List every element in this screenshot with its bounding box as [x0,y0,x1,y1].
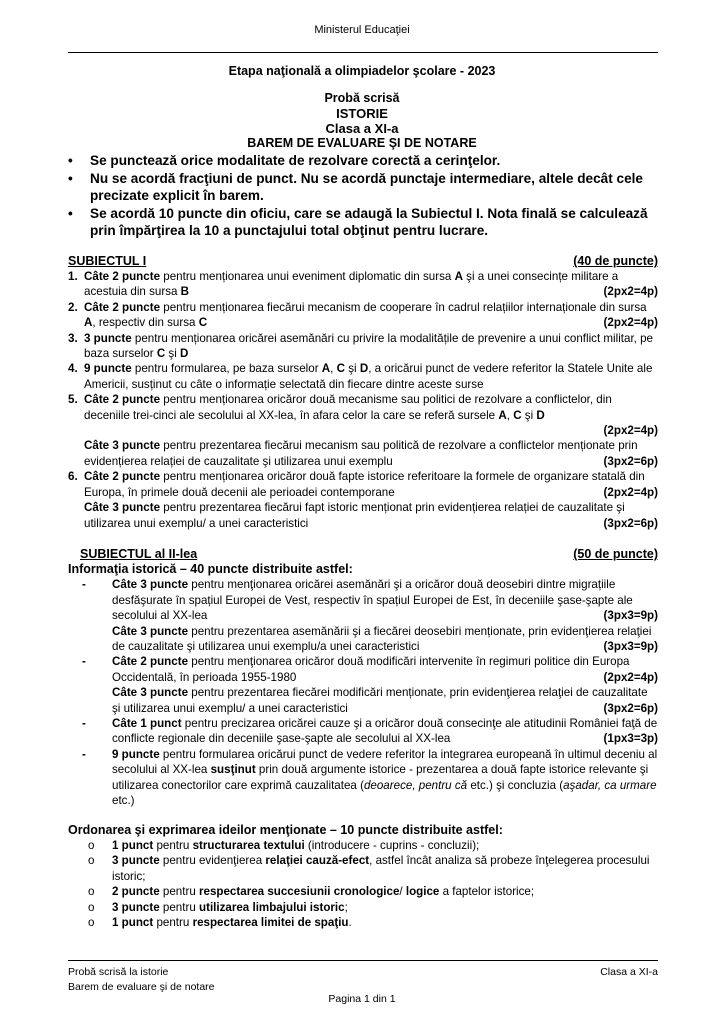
list-item: 5. Câte 2 puncte pentru menționarea oricăror două mecanisme sau politici de rezolvare a conflictelor, din deceniile trei-cinci ale secolului al XX-lea, în afara celor la care se referă sursele A, C şi D (2px2=4p) Câte 3 puncte pentru prezentarea fiecărui mecanism sau politică de rezolvare a conflictelor menționate prin evidențierea relației de cauzalitate şi utilizarea unui exemplu (3px2=6p) [68,393,658,468]
rule-item: • Se acordă 10 puncte din oficiu, care se adaugă la Subiectul I. Nota finală se calculează prin împărţirea la 10 a punctajului total obţinut pentru lucrare. [68,205,648,238]
ministry-header: Ministerul Educaţiei [314,24,410,36]
list-item: - Câte 2 puncte pentru menţionarea oricăror două modificări intervenite în regimuri politice din Europa Occidentală, în perioada 1955-1980 (2px2=4p) Câte 3 puncte pentru prezentarea fiecărei modificări menționate, prin evidenţierea relaţiei de cauzalitate şi utilizarea unui exemplu/ a unei caracteristici (3px2=6p) [82,655,658,715]
competition-title: Etapa naţională a olimpiadelor şcolare - 2023 [228,64,496,78]
exam-type: Probă scrisă [324,91,400,105]
list-item: o 3 puncte pentru evidenţierea relaţiei cauză-efect, astfel încât analiza să probeze înţelegerea procesului istoric; [88,854,650,883]
subject2-items [68,562,658,930]
list-item: - Câte 1 punct pentru precizarea oricărei cauze şi a oricăror două consecinţe ale atitudinii României faţă de conflicte regionale din deceniile şase-şapte ale secolului al XX-lea (1px3=3p) [82,717,658,746]
organization-heading: Ordonarea şi exprimarea ideilor menţionate – 10 puncte distribuite astfel: [68,822,503,837]
subject1-points: (40 de puncte) [573,254,658,268]
grade-label: Clasa a XI-a [325,121,399,136]
list-item: - Câte 3 puncte pentru menţionarea oricărei asemănări şi a oricăror două deosebiri dintre migrațiile desfăşurate în spațiul Europei de Vest, respectiv în spațiul Europei de Est, în deceniile şase-şapte ale secolului al XX-lea (3px3=9p) Câte 3 puncte pentru prezentarea asemănării şi a fiecărei deosebiri menționate, prin evidenţierea relaţiei de cauzalitate şi utilizarea unui exemplu/a unei caracteristici (3px3=9p) [82,578,658,654]
list-item: o 2 puncte pentru respectarea succesiunii cronologice/ logice a faptelor istorice; [88,885,535,899]
footer-exam: Probă scrisă la istorie [68,966,169,978]
list-item: o 1 punct pentru structurarea textului (introducere - cuprins - concluzii); [88,838,480,852]
page-number: Pagina 1 din 1 [328,993,396,1005]
rule-item: • Nu se acordă fracţiuni de punct. Nu se acordă punctaje intermediare, altele decât cele precizate explicit în barem. [68,170,643,203]
subject-name: ISTORIE [336,106,388,121]
subject2-points: (50 de puncte) [573,547,658,561]
document-title: BAREM DE EVALUARE ŞI DE NOTARE [247,136,477,150]
list-item: o 3 puncte pentru utilizarea limbajului istoric; [88,900,348,914]
subject2-header [80,547,658,561]
general-rules [68,152,658,240]
subject1-title: SUBIECTUL I [68,254,147,268]
list-item: 4. 9 puncte pentru formularea, pe baza surselor A, C şi D, a oricărui punct de vedere referitor la Statele Unite ale Americii, susținut cu câte o informație selectată din fiecare dintre aceste surse [68,362,653,391]
rule-item: • Se punctează orice modalitate de rezolvare corectă a cerinţelor. [68,153,501,168]
list-item: 3. 3 puncte pentru menționarea oricărei asemănări cu privire la modalitățile de prevenire a unui conflict militar, pe baza surselor C şi D [68,331,654,361]
footer-grade: Clasa a XI-a [600,966,658,978]
subject1-header [68,254,658,268]
list-item: 1. Câte 2 puncte pentru menționarea unui eveniment diplomatic din sursa A şi a unei consecințe militare a acestuia din sursa B (2px2=4p) [68,270,658,299]
list-item: - 9 puncte pentru formularea oricărui punct de vedere referitor la integrarea europeană în ultimul deceniu al secolului al XX-lea susţinut prin două argumente istorice - prezentarea a două fapte istorice relevante şi utilizarea conectorilor care exprimă cauzalitatea (deoarece, pentru că etc.) şi concluzia (aşadar, ca urmare etc.) [82,747,658,808]
footer-barem: Barem de evaluare şi de notare [68,981,215,993]
list-item: 6. Câte 2 puncte pentru menționarea oricăror două fapte istorice referitoare la formele de organizare statală din Europa, în primele două decenii ale perioadei contemporane (2px2=4p) Câte 3 puncte pentru prezentarea fiecărui fapt istoric menționat prin evidențierea relației de cauzalitate şi utilizarea unui exemplu/ a unei caracteristici (3px2=6p) [68,470,658,530]
footer-divider [68,960,658,961]
subject1-items [68,269,658,531]
subject2-title: SUBIECTUL al II-lea [80,547,198,561]
header-divider [68,52,658,53]
info-heading: Informaţia istorică – 40 puncte distribuite astfel: [68,562,353,576]
list-item: o 1 punct pentru respectarea limitei de spaţiu. [88,915,352,929]
list-item: 2. Câte 2 puncte pentru menționarea fiecărui mecanism de cooperare în cadrul relațiilor internaționale din sursa A, respectiv din sursa C (2px2=4p) [68,300,658,330]
